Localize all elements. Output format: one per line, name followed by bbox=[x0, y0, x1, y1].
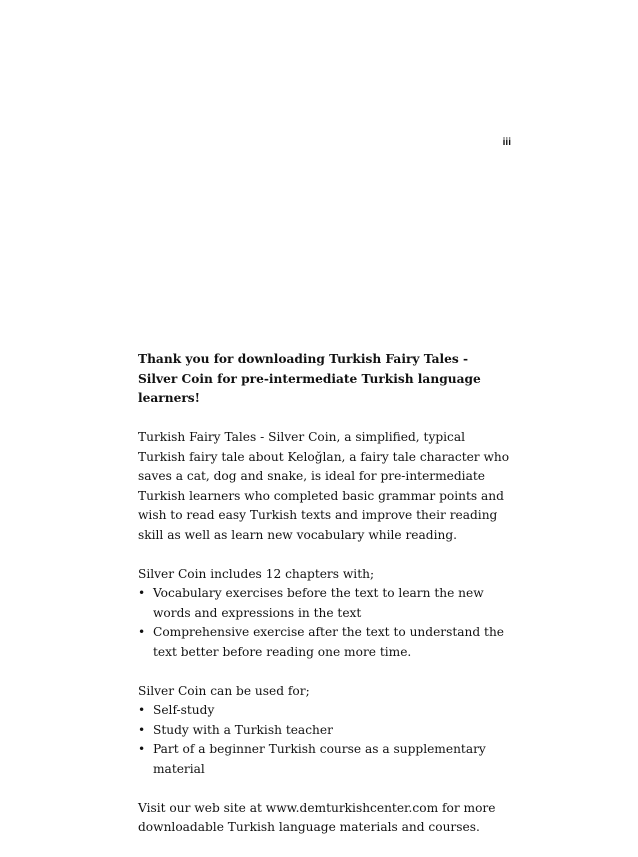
page-number: iii bbox=[502, 137, 511, 148]
list-item-text: Part of a beginner Turkish course as a supplementary material bbox=[153, 742, 486, 776]
list-item bbox=[138, 740, 510, 779]
thank-you-heading: Thank you for downloading Turkish Fairy Tales - Silver Coin for pre-intermediate Turkish language learners! bbox=[138, 352, 481, 405]
usage-list bbox=[138, 701, 510, 779]
list-item-text: Vocabulary exercises before the text to learn the new words and expressions in the text bbox=[153, 586, 484, 620]
chapters-list bbox=[138, 584, 510, 662]
usage-intro: Silver Coin can be used for; bbox=[138, 683, 310, 698]
page-content bbox=[138, 350, 510, 857]
list-item bbox=[138, 623, 510, 662]
list-item bbox=[138, 701, 510, 721]
list-item bbox=[138, 721, 510, 741]
bullet-icon: • bbox=[138, 625, 146, 639]
bullet-icon: • bbox=[138, 586, 146, 600]
bullet-icon: • bbox=[138, 703, 146, 717]
list-item-text: Comprehensive exercise after the text to understand the text better before reading one more time. bbox=[153, 625, 505, 659]
list-item bbox=[138, 584, 510, 623]
bullet-icon: • bbox=[138, 722, 146, 737]
list-item-text: Study with a Turkish teacher bbox=[153, 722, 333, 737]
closing-paragraph: Visit our web site at www.demturkishcenter.com for more downloadable Turkish language materials and courses. bbox=[138, 800, 496, 834]
bullet-icon: • bbox=[138, 742, 146, 756]
chapters-intro: Silver Coin includes 12 chapters with; bbox=[138, 566, 375, 581]
list-item-text: Self-study bbox=[153, 703, 215, 717]
intro-paragraph: Turkish Fairy Tales - Silver Coin, a simplified, typical Turkish fairy tale about Keloğlan, a fairy tale character who saves a cat, dog and snake, is ideal for pre-intermediate Turkish learners who completed basic grammar points and wish to read easy Turkish texts and improve their reading skill as well as learn new vocabulary while reading. bbox=[138, 430, 510, 542]
